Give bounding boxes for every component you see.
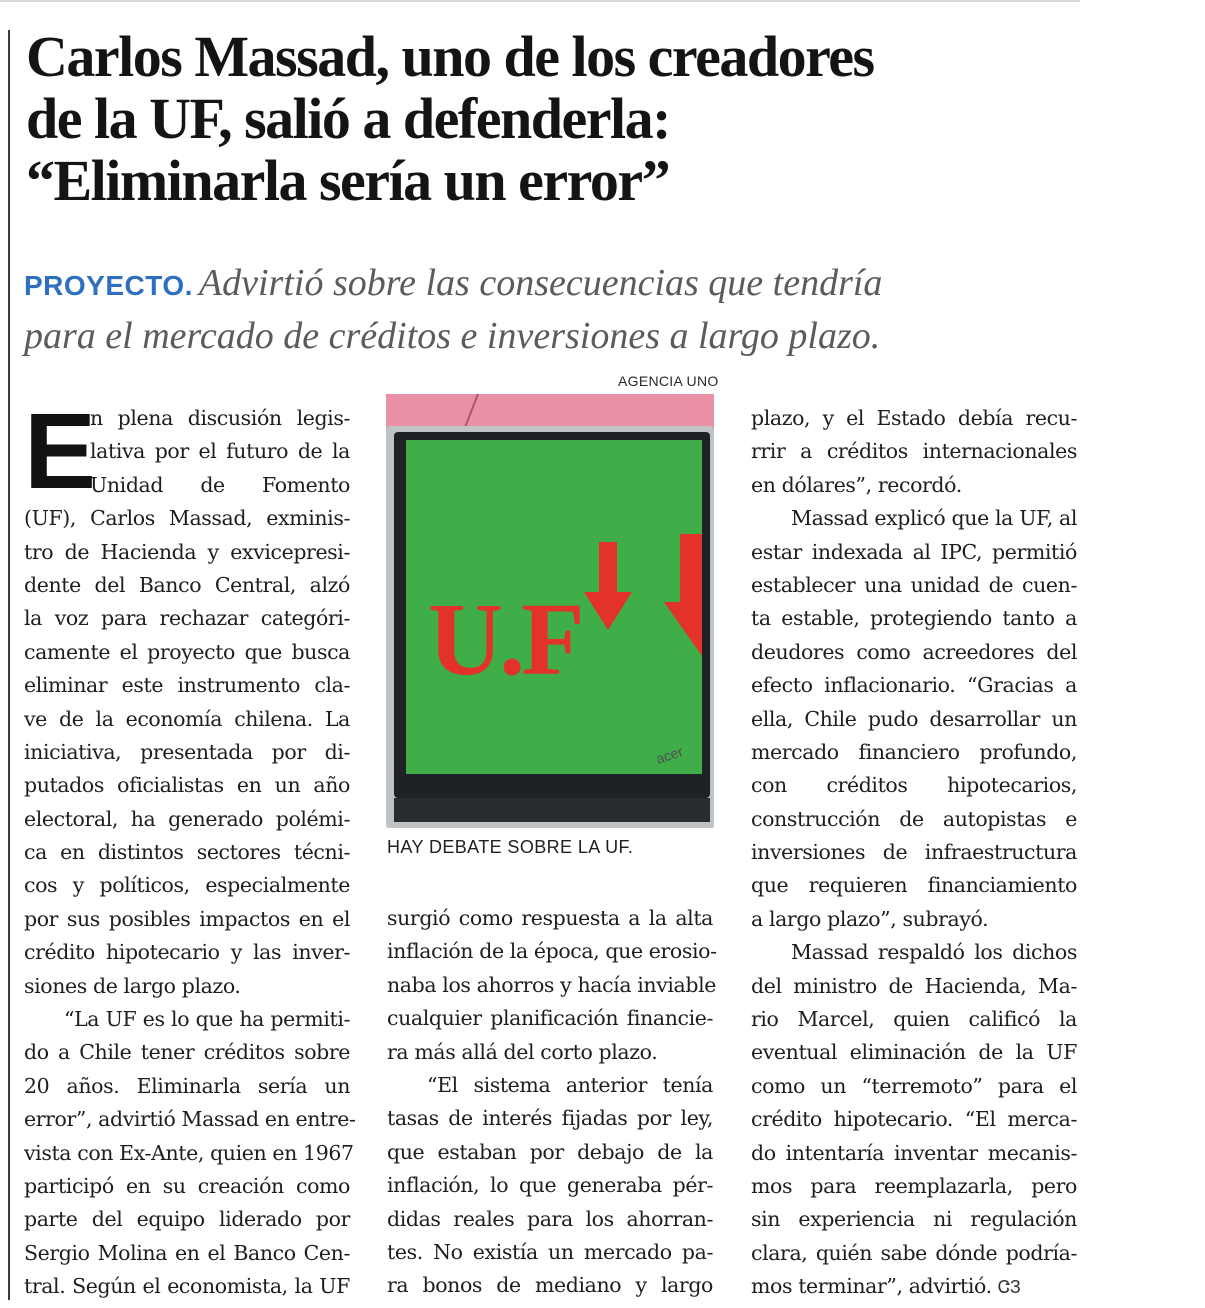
laptop-brand-icon: acer [653, 743, 685, 767]
body-line: Unidad de Fomento [90, 472, 350, 497]
body-line: inflación de la época, que erosio- [387, 939, 717, 964]
body-line: eliminar este instrumento cla- [24, 673, 350, 698]
body-line: naba los ahorros y hacía inviable [387, 972, 716, 997]
body-line: a largo plazo”, subrayó. [751, 906, 989, 931]
body-line: mercado financiero profundo, [751, 739, 1077, 764]
deck [24, 258, 1124, 361]
body-text: mos terminar”, advirtió. [751, 1274, 992, 1299]
body-line: ca en distintos sectores técni- [24, 840, 350, 865]
headline-line: de la UF, salió a defenderla: [26, 86, 670, 151]
body-line: do a Chile tener créditos sobre [24, 1040, 350, 1065]
body-line: cualquier planificación financie- [387, 1006, 713, 1031]
laptop-chin [394, 798, 710, 822]
body-line: camente el proyecto que busca [24, 639, 350, 664]
body-line: sin experiencia ni regulación [751, 1207, 1077, 1232]
body-line: tes. No existía un mercado pa- [387, 1239, 713, 1264]
body-line: inversiones de infraestructura [751, 840, 1077, 865]
top-rule [0, 0, 1080, 2]
body-line: lativa por el futuro de la [90, 439, 350, 464]
body-line: cos y políticos, especialmente [24, 873, 350, 898]
body-line: establecer una unidad de cuen- [751, 572, 1077, 597]
body-line: por sus posibles impactos en el [24, 906, 350, 931]
body-line: didas reales para los ahorran- [387, 1206, 713, 1231]
body-line: tro de Hacienda y exvicepresi- [24, 539, 350, 564]
screen-text: U.F [428, 582, 581, 697]
body-line: (UF), Carlos Massad, exminis- [24, 506, 350, 531]
photo-credit: AGENCIA UNO [618, 373, 719, 389]
body-line: tasas de interés fijadas por ley, [387, 1106, 713, 1131]
body-line: dente del Banco Central, alzó [24, 572, 350, 597]
body-line: inflación, lo que generaba pér- [387, 1173, 713, 1198]
body-line: ella, Chile pudo desarrollar un [751, 706, 1077, 731]
body-line: ra más allá del corto plazo. [387, 1039, 658, 1064]
body-line: n plena discusión legis- [90, 406, 350, 430]
body-line: participó en su creación como [24, 1173, 350, 1198]
body-line: la voz para rechazar categóri- [24, 606, 350, 631]
end-mark-icon: ᏣЗ [997, 1277, 1021, 1298]
body-line: electoral, ha generado polémi- [24, 806, 350, 831]
headline [26, 26, 1096, 212]
photo-caption: HAY DEBATE SOBRE LA UF. [387, 837, 634, 857]
body-line: eventual eliminación de la UF [751, 1040, 1077, 1065]
body-line: vista con Ex-Ante, quien en 1967 [24, 1140, 354, 1165]
body-line: error”, advirtió Massad en entre- [24, 1107, 356, 1132]
photo-pink-wall [386, 394, 714, 430]
body-line: putados oficialistas en un año [24, 773, 350, 798]
drop-cap: E [24, 390, 97, 511]
body-line: ta estable, protegiendo tanto a [751, 606, 1077, 631]
body-line: ve de la economía chilena. La [24, 706, 350, 731]
article-column-2 [387, 902, 717, 1303]
deck-text: Advirtió sobre las consecuencias que tendría [198, 262, 883, 304]
article-column-1 [24, 390, 356, 1304]
body-line: 20 años. Eliminarla sería un [24, 1073, 350, 1098]
photo [386, 394, 714, 828]
body-line: con créditos hipotecarios, [751, 773, 1077, 798]
column-rule [8, 30, 10, 1300]
body-line-last [751, 1270, 1077, 1303]
body-line: iniciativa, presentada por di- [24, 739, 350, 764]
body-line: estar indexada al IPC, permitió [751, 539, 1077, 564]
body-line: en dólares”, recordó. [751, 472, 962, 497]
headline-line: “Eliminarla sería un error” [26, 148, 670, 213]
body-line: que requieren financiamiento [751, 873, 1077, 898]
body-line: surgió como respuesta a la alta [387, 906, 713, 930]
body-line: construcción de autopistas e [751, 806, 1077, 831]
article-column-3 [751, 402, 1077, 1304]
body-line: Massad explicó que la UF, al [791, 506, 1077, 531]
body-line: “El sistema anterior tenía [427, 1072, 713, 1097]
body-line: “La UF es lo que ha permiti- [64, 1007, 350, 1032]
body-line: Sergio Molina en el Banco Cen- [24, 1240, 350, 1265]
body-line: ra bonos de mediano y largo [387, 1273, 713, 1298]
deck-line [24, 258, 1124, 311]
kicker: PROYECTO. [24, 270, 193, 301]
body-line: del ministro de Hacienda, Ma- [751, 973, 1077, 998]
headline-line: Carlos Massad, uno de los creadores [26, 24, 874, 89]
body-line: do intentaría inventar mecanis- [751, 1140, 1077, 1165]
body-line: rio Marcel, quien calificó la [751, 1007, 1077, 1032]
body-line: Massad respaldó los dichos [791, 940, 1077, 965]
body-line: siones de largo plazo. [24, 973, 241, 998]
body-line: efecto inflacionario. “Gracias a [751, 673, 1077, 698]
body-line: que estaban por debajo de la [387, 1139, 713, 1164]
body-line: crédito hipotecario y las inver- [24, 940, 350, 965]
body-line: deudores como acreedores del [751, 639, 1077, 664]
body-line: mos para reemplazarla, pero [751, 1173, 1077, 1198]
body-line: crédito hipotecario. “El merca- [751, 1107, 1077, 1132]
body-line: plazo, y el Estado debía recu- [751, 406, 1077, 430]
body-line: tral. Según el economista, la UF [24, 1274, 350, 1299]
body-line: como un “terremoto” para el [751, 1073, 1077, 1098]
body-line: clara, quién sabe dónde podría- [751, 1240, 1077, 1265]
deck-line: para el mercado de créditos e inversiones a largo plazo. [24, 315, 881, 357]
body-line: rrir a créditos internacionales [751, 439, 1077, 464]
body-line: parte del equipo liderado por [24, 1207, 350, 1232]
